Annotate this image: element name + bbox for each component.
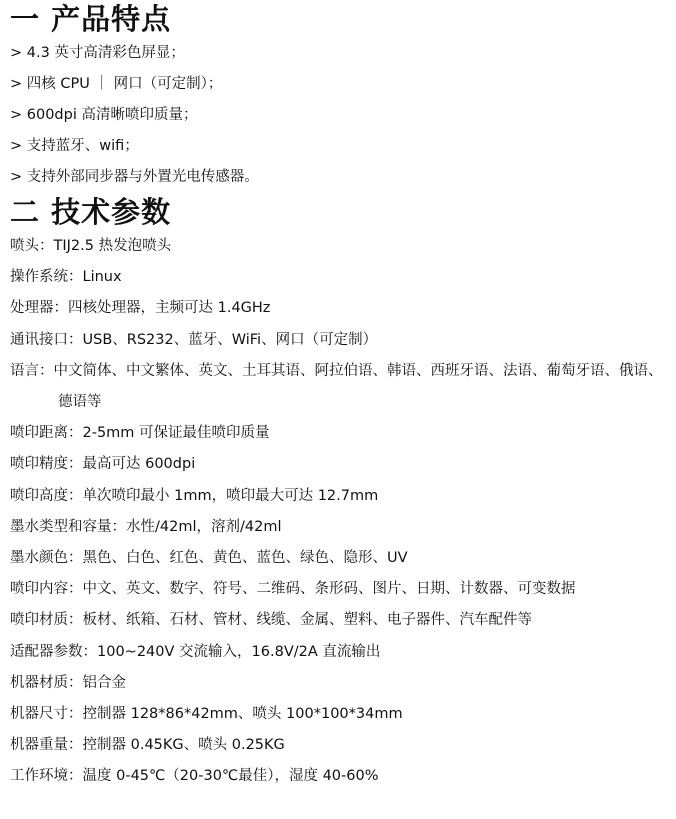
spec-machine-weight: 机器重量：控制器 0.45KG、喷头 0.25KG [10, 737, 285, 754]
spec-machine-material: 机器材质：铝合金 [10, 674, 126, 691]
spec-print-precision: 喷印精度：最高可达 600dpi [10, 456, 196, 473]
feature-item: > 四核 CPU ｜ 网口（可定制）； [10, 76, 223, 92]
spec-os: 操作系统：Linux [10, 269, 122, 286]
features-list [10, 38, 670, 193]
spec-machine-size: 机器尺寸：控制器 128*86*42mm、喷头 100*100*34mm [10, 706, 403, 723]
feature-item: > 600dpi 高清晰喷印质量； [10, 107, 198, 123]
spec-print-distance: 喷印距离：2-5mm 可保证最佳喷印质量 [10, 425, 270, 442]
spec-adapter: 适配器参数：100~240V 交流输入，16.8V/2A 直流输出 [10, 643, 381, 660]
spec-interfaces: 通讯接口：USB、RS232、蓝牙、WiFi、网口（可定制） [10, 331, 378, 348]
feature-item: > 4.3 英寸高清彩色屏显； [10, 45, 185, 61]
spec-environment: 工作环境：温度 0-45℃（20-30℃最佳），湿度 40-60% [10, 768, 379, 785]
feature-item: > 支持蓝牙、wifi； [10, 138, 139, 154]
spec-ink-colors: 墨水颜色：黑色、白色、红色、黄色、蓝色、绿色、隐形、UV [10, 550, 408, 567]
spec-processor: 处理器：四核处理器，主频可达 1.4GHz [10, 300, 271, 317]
spec-nozzle: 喷头：TIJ2.5 热发泡喷头 [10, 238, 172, 254]
feature-item: > 支持外部同步器与外置光电传感器。 [10, 169, 259, 185]
spec-print-content: 喷印内容：中文、英文、数字、符号、二维码、条形码、图片、日期、计数器、可变数据 [10, 581, 576, 598]
spec-languages: 语言：中文简体、中文繁体、英文、土耳其语、阿拉伯语、韩语、西班牙语、法语、葡萄牙语、俄语、德语等 [10, 362, 663, 411]
spec-print-materials: 喷印材质：板材、纸箱、石材、管材、线缆、金属、塑料、电子器件、汽车配件等 [10, 612, 532, 629]
features-heading: 一 产品特点 [10, 2, 172, 36]
specs-list [10, 231, 670, 793]
spec-print-height: 喷印高度：单次喷印最小 1mm，喷印最大可达 12.7mm [10, 487, 379, 504]
specs-heading: 二 技术参数 [10, 195, 172, 229]
document-page [10, 0, 670, 793]
spec-ink-type: 墨水类型和容量：水性/42ml，溶剂/42ml [10, 518, 282, 535]
